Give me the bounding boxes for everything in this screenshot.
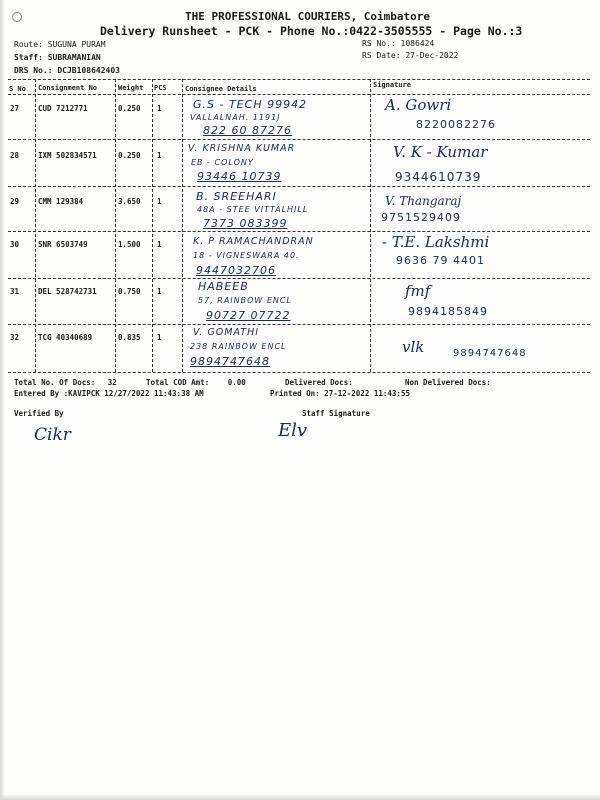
row-weight: 0.750 bbox=[118, 287, 141, 296]
consignee-name: V. GOMATHI bbox=[193, 327, 260, 338]
column-divider bbox=[115, 79, 116, 372]
row-pcs: 1 bbox=[157, 151, 162, 160]
rs-date-label: RS Date: bbox=[362, 51, 401, 60]
consignee-address: 57, RAINBOW ENCL bbox=[198, 296, 292, 305]
recipient-phone: 9894747648 bbox=[453, 348, 527, 359]
delivered-docs-label: Delivered Docs: bbox=[285, 378, 353, 387]
row-weight: 0.250 bbox=[118, 151, 141, 160]
route-label: Route: bbox=[14, 40, 43, 49]
row-weight: 3.650 bbox=[118, 197, 141, 206]
header-sno: S No bbox=[9, 85, 26, 93]
row-sno: 32 bbox=[10, 333, 20, 342]
staff-signature-label: Staff Signature bbox=[302, 409, 370, 418]
company-title: THE PROFESSIONAL COURIERS, Coimbatore bbox=[185, 10, 431, 23]
consignee-address: VALLALNAH. 1191J bbox=[190, 113, 281, 122]
row-divider bbox=[8, 139, 590, 140]
recipient-signature: V. K - Kumar bbox=[393, 143, 488, 161]
drs-row bbox=[14, 66, 120, 75]
consignee-address: 238 RAINBOW ENCL bbox=[190, 342, 287, 351]
row-weight: 0.250 bbox=[118, 104, 141, 113]
runsheet-title: Delivery Runsheet - PCK - Phone No.:0422-3505555 - Page No.:3 bbox=[100, 24, 523, 38]
row-weight: 1.500 bbox=[118, 240, 141, 249]
consignee-phone: 90727 07722 bbox=[206, 309, 291, 322]
consignee-name: K. P RAMACHANDRAN bbox=[193, 236, 314, 247]
recipient-phone: 9751529409 bbox=[381, 211, 461, 224]
consignee-address: 18 - VIGNESWARA 40. bbox=[193, 251, 300, 260]
verified-by-label: Verified By bbox=[14, 409, 64, 418]
row-sno: 29 bbox=[10, 197, 20, 206]
recipient-phone: 9344610739 bbox=[395, 170, 482, 184]
scan-bottom-shadow bbox=[0, 794, 600, 800]
drs-label: DRS No.: bbox=[14, 66, 53, 75]
column-divider bbox=[370, 79, 371, 372]
total-cod-value: 0.00 bbox=[227, 378, 246, 387]
rs-no-value: 1086424 bbox=[400, 39, 435, 48]
recipient-phone: 8220082276 bbox=[416, 118, 496, 131]
recipient-signature: A. Gowri bbox=[385, 96, 452, 114]
recipient-signature: V. Thangaraj bbox=[385, 194, 462, 208]
consignee-name: HABEEB bbox=[198, 280, 249, 293]
row-divider bbox=[8, 186, 590, 187]
row-consignment: TCG 40340689 bbox=[38, 333, 93, 342]
rs-no-row bbox=[362, 39, 434, 48]
row-sno: 27 bbox=[10, 104, 20, 113]
recipient-signature: fmf bbox=[405, 282, 431, 300]
recipient-signature: vlk bbox=[402, 338, 425, 356]
row-divider bbox=[8, 231, 590, 232]
table-header-rule bbox=[8, 94, 590, 95]
column-divider bbox=[35, 79, 36, 372]
rs-no-label: RS No.: bbox=[362, 39, 396, 48]
entered-by: Entered By :KAVIPCK 12/27/2022 11:43:38 AM bbox=[14, 389, 204, 398]
table-top-rule bbox=[8, 79, 590, 80]
consignee-address: 48A - STEE VITTALHILL bbox=[197, 205, 309, 214]
row-consignment: SNR 6503749 bbox=[38, 240, 88, 249]
consignee-name: B. SREEHARI bbox=[196, 190, 277, 203]
consignee-phone: 822 60 87276 bbox=[203, 124, 292, 137]
row-consignment: DEL 528742731 bbox=[38, 287, 97, 296]
consignee-address: EB - COLONY bbox=[191, 158, 254, 167]
column-divider bbox=[182, 79, 183, 372]
scan-edge-shadow bbox=[0, 0, 5, 800]
row-sno: 31 bbox=[10, 287, 20, 296]
recipient-phone: 9636 79 4401 bbox=[396, 254, 485, 267]
total-cod bbox=[146, 378, 246, 387]
row-pcs: 1 bbox=[157, 197, 162, 206]
staff-row bbox=[14, 53, 101, 62]
recipient-signature: - T.E. Lakshmi bbox=[382, 233, 490, 251]
row-pcs: 1 bbox=[157, 240, 162, 249]
column-divider bbox=[152, 79, 153, 372]
row-pcs: 1 bbox=[157, 287, 162, 296]
consignee-phone: 7373 083399 bbox=[203, 217, 288, 230]
table-bottom-rule bbox=[8, 372, 590, 373]
rs-date-row bbox=[362, 51, 458, 60]
punch-mark bbox=[12, 12, 22, 22]
total-docs-value: 32 bbox=[107, 378, 117, 387]
rs-date-value: 27-Dec-2022 bbox=[405, 51, 459, 60]
consignee-phone: 93446 10739 bbox=[197, 170, 282, 183]
header-consignment: Consignment No bbox=[38, 84, 98, 92]
row-pcs: 1 bbox=[157, 104, 162, 113]
total-docs bbox=[14, 378, 117, 387]
row-divider bbox=[8, 324, 590, 325]
total-cod-label: Total COD Amt: bbox=[146, 378, 210, 387]
route-row bbox=[14, 40, 106, 49]
row-divider bbox=[8, 278, 590, 279]
row-consignment: CUD 7212771 bbox=[38, 104, 88, 113]
printed-on: Printed On: 27-12-2022 11:43:55 bbox=[270, 389, 410, 398]
total-docs-label: Total No. Of Docs: bbox=[14, 378, 96, 387]
consignee-name: G.S - TECH 99942 bbox=[193, 98, 308, 111]
consignee-name: V. KRISHNA KUMAR bbox=[188, 143, 296, 154]
staff-signature: Elv bbox=[278, 420, 308, 441]
verified-signature: Cikr bbox=[34, 425, 71, 445]
row-consignment: IXM 502834571 bbox=[38, 151, 97, 160]
drs-value: DCJB108642403 bbox=[57, 66, 120, 75]
row-pcs: 1 bbox=[157, 333, 162, 342]
recipient-phone: 9894185849 bbox=[408, 305, 488, 318]
route-value: SUGUNA PURAM bbox=[47, 40, 106, 49]
row-sno: 28 bbox=[10, 151, 20, 160]
row-consignment: CMM 129384 bbox=[38, 197, 84, 206]
staff-label: Staff: bbox=[14, 53, 43, 62]
non-delivered-docs-label: Non Delivered Docs: bbox=[405, 378, 491, 387]
consignee-phone: 9894747648 bbox=[190, 355, 270, 368]
consignee-phone: 9447032706 bbox=[196, 264, 276, 277]
header-signature: Signature bbox=[373, 81, 411, 89]
header-weight: Weight bbox=[118, 84, 144, 92]
header-consignee: Consignee Details bbox=[185, 85, 257, 93]
header-pcs: PCS bbox=[154, 84, 167, 92]
row-weight: 0.835 bbox=[118, 333, 141, 342]
row-sno: 30 bbox=[10, 240, 20, 249]
staff-value: SUBRAMANIAN bbox=[47, 53, 101, 62]
